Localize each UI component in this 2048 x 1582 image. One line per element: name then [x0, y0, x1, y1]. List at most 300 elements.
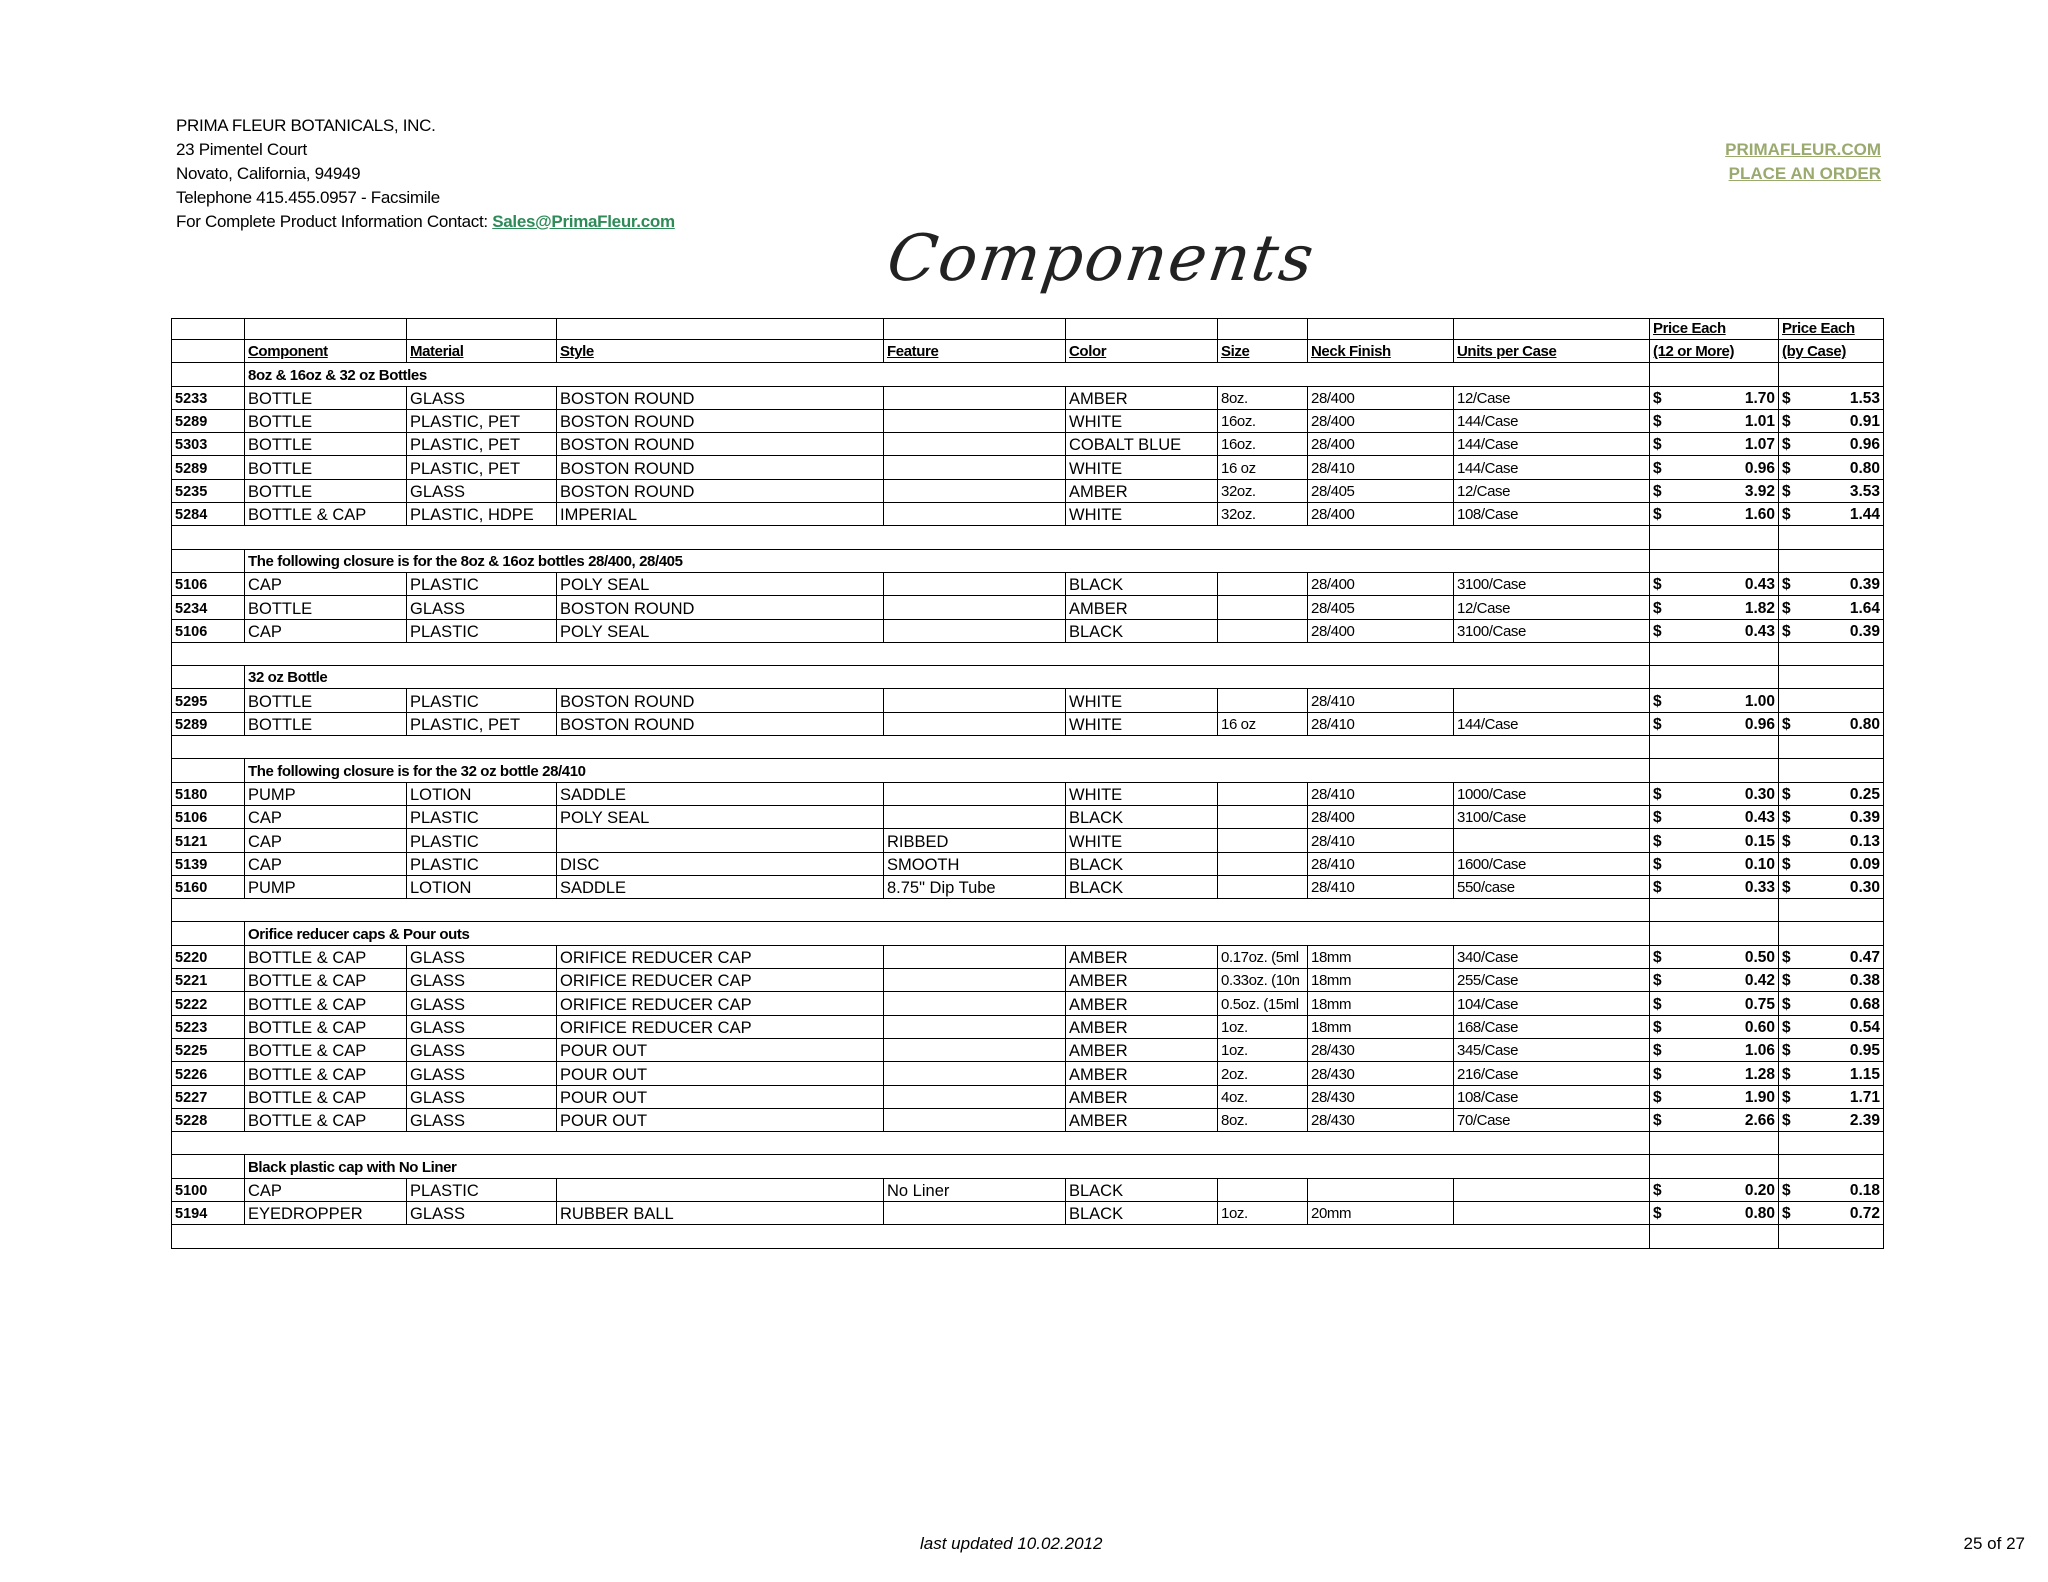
cell-price-case	[1779, 619, 1884, 642]
cell-feature	[884, 1108, 1066, 1131]
cell-component: BOTTLE	[245, 479, 407, 502]
cell-empty	[172, 736, 1650, 759]
cell-size: 2oz.	[1218, 1062, 1308, 1085]
cell-style: POLY SEAL	[557, 572, 884, 595]
cell-size	[1218, 852, 1308, 875]
cell-feature	[884, 992, 1066, 1015]
cell-units-per-case: 3100/Case	[1454, 572, 1650, 595]
cell-feature: 8.75" Dip Tube	[884, 875, 1066, 898]
table-row	[172, 1201, 1884, 1224]
cell-price-each	[1650, 829, 1779, 852]
cell-item-number: 5106	[172, 572, 245, 595]
cell-price-each	[1650, 945, 1779, 968]
cell-price-case	[1779, 852, 1884, 875]
price-amount: 0.42	[1744, 972, 1775, 990]
price-amount: 0.47	[1849, 949, 1880, 967]
cell-component: PUMP	[245, 875, 407, 898]
cell-feature	[884, 619, 1066, 642]
cell-empty	[1779, 899, 1884, 922]
cell-material: GLASS	[407, 945, 557, 968]
cell-style: BOSTON ROUND	[557, 456, 884, 479]
cell-item-number: 5180	[172, 782, 245, 805]
cell-feature	[884, 433, 1066, 456]
cell-component: BOTTLE & CAP	[245, 969, 407, 992]
cell-feature	[884, 1038, 1066, 1061]
place-order-link[interactable]: PLACE AN ORDER	[1728, 164, 1881, 183]
cell-price-case	[1779, 969, 1884, 992]
cell-material: PLASTIC	[407, 1178, 557, 1201]
blank-row	[172, 642, 1884, 665]
cell-style: BOSTON ROUND	[557, 689, 884, 712]
cell-size	[1218, 1178, 1308, 1201]
cell-neck-finish: 18mm	[1308, 969, 1454, 992]
table-row	[172, 992, 1884, 1015]
currency-symbol: $	[1653, 1181, 1662, 1199]
price-amount: 1.44	[1849, 506, 1880, 524]
cell-units-per-case: 104/Case	[1454, 992, 1650, 1015]
cell-size: 16 oz	[1218, 456, 1308, 479]
cell-size: 32oz.	[1218, 479, 1308, 502]
cell-neck-finish	[1308, 1178, 1454, 1201]
table-row	[172, 945, 1884, 968]
cell-color: AMBER	[1066, 479, 1218, 502]
cell-item-number: 5289	[172, 409, 245, 432]
currency-symbol: $	[1782, 716, 1791, 734]
cell-price-each	[1650, 1201, 1779, 1224]
cell-price-each	[1650, 503, 1779, 526]
cell-neck-finish: 28/410	[1308, 829, 1454, 852]
cell-feature	[884, 712, 1066, 735]
cell-component: BOTTLE	[245, 689, 407, 712]
table-body	[172, 363, 1884, 1248]
currency-symbol: $	[1653, 692, 1662, 710]
currency-symbol: $	[1782, 599, 1791, 617]
currency-symbol: $	[1782, 576, 1791, 594]
currency-symbol: $	[1653, 622, 1662, 640]
cell-style: IMPERIAL	[557, 503, 884, 526]
cell-component: EYEDROPPER	[245, 1201, 407, 1224]
cell-item-number: 5121	[172, 829, 245, 852]
cell-empty	[1779, 1132, 1884, 1155]
cell-item-number: 5234	[172, 596, 245, 619]
cell-size	[1218, 805, 1308, 828]
price-amount: 0.13	[1849, 832, 1880, 850]
price-amount: 0.43	[1744, 622, 1775, 640]
col-size: Size	[1218, 340, 1308, 363]
section-header-row	[172, 666, 1884, 689]
section-label: The following closure is for the 8oz & 16oz bottles 28/400, 28/405	[245, 549, 1650, 572]
table-row	[172, 456, 1884, 479]
cell-style: BOSTON ROUND	[557, 596, 884, 619]
price-amount: 3.92	[1744, 483, 1775, 501]
cell-neck-finish: 28/400	[1308, 572, 1454, 595]
cell-item-number: 5222	[172, 992, 245, 1015]
cell-material: GLASS	[407, 969, 557, 992]
currency-symbol: $	[1782, 1042, 1791, 1060]
cell-empty	[172, 899, 1650, 922]
cell-color: BLACK	[1066, 875, 1218, 898]
col-material: Material	[407, 340, 557, 363]
cell-price-case	[1779, 1178, 1884, 1201]
cell-component: BOTTLE & CAP	[245, 1062, 407, 1085]
blank-row	[172, 736, 1884, 759]
price-amount: 0.80	[1849, 459, 1880, 477]
cell-units-per-case: 144/Case	[1454, 456, 1650, 479]
price-amount: 1.07	[1744, 436, 1775, 454]
cell-item-number: 5289	[172, 456, 245, 479]
cell-item-number: 5194	[172, 1201, 245, 1224]
cell-material: PLASTIC, PET	[407, 456, 557, 479]
cell-feature	[884, 1201, 1066, 1224]
currency-symbol: $	[1653, 1205, 1662, 1223]
cell-feature: RIBBED	[884, 829, 1066, 852]
cell-empty	[172, 1225, 1650, 1248]
cell-neck-finish: 18mm	[1308, 1015, 1454, 1038]
cell-size	[1218, 875, 1308, 898]
price-amount: 0.43	[1744, 809, 1775, 827]
cell-neck-finish: 20mm	[1308, 1201, 1454, 1224]
cell-size: 8oz.	[1218, 1108, 1308, 1131]
cell-empty	[1650, 666, 1779, 689]
cell-component: BOTTLE	[245, 386, 407, 409]
cell-color: AMBER	[1066, 1062, 1218, 1085]
cell-empty	[1650, 642, 1779, 665]
table-row	[172, 689, 1884, 712]
cell-item-number: 5160	[172, 875, 245, 898]
price-amount: 0.80	[1744, 1205, 1775, 1223]
table-row	[172, 782, 1884, 805]
cell-style: POLY SEAL	[557, 805, 884, 828]
section-label: The following closure is for the 32 oz bottle 28/410	[245, 759, 1650, 782]
currency-symbol: $	[1653, 459, 1662, 477]
cell-feature	[884, 689, 1066, 712]
cell-color: AMBER	[1066, 1015, 1218, 1038]
table-row	[172, 712, 1884, 735]
currency-symbol: $	[1653, 972, 1662, 990]
cell-component: CAP	[245, 829, 407, 852]
cell-price-case	[1779, 712, 1884, 735]
cell-price-case	[1779, 479, 1884, 502]
price-amount: 0.68	[1849, 995, 1880, 1013]
cell-units-per-case: 1000/Case	[1454, 782, 1650, 805]
cell-color: WHITE	[1066, 409, 1218, 432]
cell-empty	[172, 1132, 1650, 1155]
cell-style: BOSTON ROUND	[557, 386, 884, 409]
cell-item-number: 5220	[172, 945, 245, 968]
contact-prefix: For Complete Product Information Contact:	[176, 212, 493, 231]
currency-symbol: $	[1653, 1042, 1662, 1060]
cell-price-each	[1650, 1062, 1779, 1085]
table-row	[172, 433, 1884, 456]
col-neck-finish: Neck Finish	[1308, 340, 1454, 363]
cell-item-number: 5106	[172, 619, 245, 642]
cell-style: POUR OUT	[557, 1038, 884, 1061]
currency-symbol: $	[1653, 1065, 1662, 1083]
cell-empty	[172, 666, 245, 689]
cell-price-each	[1650, 1038, 1779, 1061]
cell-price-case	[1779, 596, 1884, 619]
cell-size: 1oz.	[1218, 1201, 1308, 1224]
cell-size: 0.33oz. (10n	[1218, 969, 1308, 992]
cell-color: BLACK	[1066, 572, 1218, 595]
cell-material: PLASTIC	[407, 689, 557, 712]
currency-symbol: $	[1653, 832, 1662, 850]
cell-material: GLASS	[407, 1062, 557, 1085]
cell-feature	[884, 386, 1066, 409]
cell-price-case	[1779, 433, 1884, 456]
cell-empty	[1650, 1132, 1779, 1155]
currency-symbol: $	[1782, 1181, 1791, 1199]
cell-empty	[1650, 736, 1779, 759]
cell-material: PLASTIC, PET	[407, 712, 557, 735]
cell-price-each	[1650, 805, 1779, 828]
currency-symbol: $	[1653, 483, 1662, 501]
cell-material: GLASS	[407, 1038, 557, 1061]
cell-empty	[1779, 759, 1884, 782]
cell-feature	[884, 1015, 1066, 1038]
currency-symbol: $	[1653, 1018, 1662, 1036]
cell-size: 4oz.	[1218, 1085, 1308, 1108]
price-amount: 1.06	[1744, 1042, 1775, 1060]
currency-symbol: $	[1653, 949, 1662, 967]
cell-size: 1oz.	[1218, 1015, 1308, 1038]
section-header-row	[172, 922, 1884, 945]
price-amount: 0.39	[1849, 576, 1880, 594]
cell-price-each	[1650, 572, 1779, 595]
cell-empty	[1650, 759, 1779, 782]
cell-component: CAP	[245, 572, 407, 595]
price-amount: 1.60	[1744, 506, 1775, 524]
cell-size: 8oz.	[1218, 386, 1308, 409]
table-row	[172, 479, 1884, 502]
cell-neck-finish: 28/430	[1308, 1085, 1454, 1108]
cell-feature	[884, 456, 1066, 479]
cell-price-each	[1650, 479, 1779, 502]
price-amount: 0.91	[1849, 413, 1880, 431]
price-amount: 1.53	[1849, 389, 1880, 407]
cell-feature	[884, 805, 1066, 828]
price-amount: 0.72	[1849, 1205, 1880, 1223]
cell-neck-finish: 28/410	[1308, 456, 1454, 479]
cell-color: AMBER	[1066, 1085, 1218, 1108]
cell-units-per-case: 3100/Case	[1454, 619, 1650, 642]
cell-color: WHITE	[1066, 829, 1218, 852]
cell-price-each	[1650, 619, 1779, 642]
price-amount: 0.60	[1744, 1018, 1775, 1036]
cell-empty	[1779, 642, 1884, 665]
cell-units-per-case: 216/Case	[1454, 1062, 1650, 1085]
cell-price-case	[1779, 1201, 1884, 1224]
section-header-row	[172, 549, 1884, 572]
cell-color: BLACK	[1066, 1201, 1218, 1224]
cell-units-per-case	[1454, 689, 1650, 712]
company-name: PRIMA FLEUR BOTANICALS, INC.	[176, 116, 436, 135]
price-amount: 0.96	[1744, 459, 1775, 477]
cell-units-per-case: 12/Case	[1454, 596, 1650, 619]
col-color: Color	[1066, 340, 1218, 363]
cell-material: GLASS	[407, 386, 557, 409]
cell-empty	[1779, 363, 1884, 386]
cell-component: BOTTLE & CAP	[245, 1015, 407, 1038]
currency-symbol: $	[1782, 436, 1791, 454]
cell-size: 0.17oz. (5ml	[1218, 945, 1308, 968]
cell-style: POUR OUT	[557, 1062, 884, 1085]
cell-style: DISC	[557, 852, 884, 875]
price-amount: 0.09	[1849, 855, 1880, 873]
cell-size	[1218, 596, 1308, 619]
cell-component: CAP	[245, 805, 407, 828]
currency-symbol: $	[1782, 389, 1791, 407]
price-amount: 2.66	[1744, 1112, 1775, 1130]
company-info	[176, 114, 675, 234]
currency-symbol: $	[1653, 1088, 1662, 1106]
table-row	[172, 619, 1884, 642]
currency-symbol: $	[1782, 1065, 1791, 1083]
price-amount: 1.71	[1849, 1088, 1880, 1106]
currency-symbol: $	[1782, 413, 1791, 431]
cell-size: 32oz.	[1218, 503, 1308, 526]
cell-size	[1218, 689, 1308, 712]
cell-price-case	[1779, 503, 1884, 526]
cell-price-case	[1779, 829, 1884, 852]
cell-units-per-case	[1454, 829, 1650, 852]
cell-style: POUR OUT	[557, 1085, 884, 1108]
price-amount: 1.64	[1849, 599, 1880, 617]
cell-units-per-case: 144/Case	[1454, 433, 1650, 456]
cell-size	[1218, 619, 1308, 642]
cell-component: BOTTLE & CAP	[245, 992, 407, 1015]
currency-symbol: $	[1653, 436, 1662, 454]
table-row	[172, 805, 1884, 828]
cell-price-case	[1779, 1085, 1884, 1108]
cell-price-case	[1779, 456, 1884, 479]
header-row-top	[172, 319, 1884, 340]
cell-material: PLASTIC, HDPE	[407, 503, 557, 526]
cell-empty	[172, 922, 245, 945]
page-number: 25 of 27	[1963, 1534, 2025, 1553]
price-amount: 0.43	[1744, 576, 1775, 594]
section-label: Orifice reducer caps & Pour outs	[245, 922, 1650, 945]
section-header-row	[172, 1155, 1884, 1178]
cell-neck-finish: 28/405	[1308, 479, 1454, 502]
cell-item-number: 5223	[172, 1015, 245, 1038]
cell-item-number: 5139	[172, 852, 245, 875]
cell-units-per-case: 144/Case	[1454, 409, 1650, 432]
currency-symbol: $	[1782, 785, 1791, 803]
cell-units-per-case: 1600/Case	[1454, 852, 1650, 875]
cell-feature	[884, 572, 1066, 595]
cell-units-per-case: 340/Case	[1454, 945, 1650, 968]
col-price-each-bottom: (12 or More)	[1650, 340, 1779, 363]
price-amount: 1.90	[1744, 1088, 1775, 1106]
cell-style: ORIFICE REDUCER CAP	[557, 992, 884, 1015]
price-amount: 1.15	[1849, 1065, 1880, 1083]
cell-empty	[1779, 922, 1884, 945]
cell-empty	[172, 526, 1650, 549]
cell-size: 0.5oz. (15ml	[1218, 992, 1308, 1015]
price-amount: 2.39	[1849, 1112, 1880, 1130]
cell-price-case	[1779, 782, 1884, 805]
currency-symbol: $	[1653, 389, 1662, 407]
cell-component: BOTTLE	[245, 596, 407, 619]
price-amount: 0.10	[1744, 855, 1775, 873]
cell-price-each	[1650, 1085, 1779, 1108]
col-feature: Feature	[884, 340, 1066, 363]
cell-feature	[884, 945, 1066, 968]
cell-neck-finish: 28/400	[1308, 805, 1454, 828]
website-link[interactable]: PRIMAFLEUR.COM	[1725, 140, 1881, 159]
cell-price-each	[1650, 1178, 1779, 1201]
currency-symbol: $	[1782, 483, 1791, 501]
cell-empty	[1650, 922, 1779, 945]
cell-color: BLACK	[1066, 852, 1218, 875]
cell-price-case	[1779, 409, 1884, 432]
cell-units-per-case: 144/Case	[1454, 712, 1650, 735]
cell-feature	[884, 782, 1066, 805]
cell-empty	[1779, 526, 1884, 549]
blank-row	[172, 526, 1884, 549]
cell-color: COBALT BLUE	[1066, 433, 1218, 456]
header-links	[1725, 138, 1881, 186]
cell-empty	[1650, 363, 1779, 386]
cell-neck-finish: 28/410	[1308, 712, 1454, 735]
currency-symbol: $	[1653, 995, 1662, 1013]
cell-style: BOSTON ROUND	[557, 409, 884, 432]
cell-feature	[884, 409, 1066, 432]
cell-empty	[1650, 1155, 1779, 1178]
cell-neck-finish: 28/410	[1308, 875, 1454, 898]
table-row	[172, 1108, 1884, 1131]
cell-material: GLASS	[407, 1015, 557, 1038]
cell-item-number: 5303	[172, 433, 245, 456]
sales-email-link[interactable]: Sales@PrimaFleur.com	[492, 212, 675, 231]
cell-material: PLASTIC	[407, 805, 557, 828]
cell-size: 16oz.	[1218, 409, 1308, 432]
cell-empty	[172, 1155, 245, 1178]
cell-neck-finish: 28/410	[1308, 852, 1454, 875]
section-header-row	[172, 759, 1884, 782]
cell-style: BOSTON ROUND	[557, 433, 884, 456]
currency-symbol: $	[1782, 832, 1791, 850]
cell-color: WHITE	[1066, 712, 1218, 735]
currency-symbol: $	[1653, 716, 1662, 734]
price-amount: 1.00	[1744, 692, 1775, 710]
cell-style: RUBBER BALL	[557, 1201, 884, 1224]
cell-component: BOTTLE & CAP	[245, 945, 407, 968]
cell-price-case	[1779, 992, 1884, 1015]
currency-symbol: $	[1782, 855, 1791, 873]
cell-component: BOTTLE & CAP	[245, 1085, 407, 1108]
cell-component: BOTTLE & CAP	[245, 503, 407, 526]
cell-units-per-case: 70/Case	[1454, 1108, 1650, 1131]
cell-price-each	[1650, 409, 1779, 432]
cell-style: ORIFICE REDUCER CAP	[557, 945, 884, 968]
cell-color: BLACK	[1066, 1178, 1218, 1201]
contact-line	[176, 210, 675, 234]
section-label: 32 oz Bottle	[245, 666, 1650, 689]
cell-item-number: 5228	[172, 1108, 245, 1131]
currency-symbol: $	[1653, 413, 1662, 431]
cell-color: AMBER	[1066, 992, 1218, 1015]
cell-material: PLASTIC, PET	[407, 409, 557, 432]
price-amount: 0.50	[1744, 949, 1775, 967]
cell-neck-finish: 28/400	[1308, 619, 1454, 642]
cell-component: BOTTLE	[245, 712, 407, 735]
cell-material: LOTION	[407, 782, 557, 805]
cell-price-case	[1779, 1062, 1884, 1085]
cell-feature: No Liner	[884, 1178, 1066, 1201]
cell-material: GLASS	[407, 479, 557, 502]
